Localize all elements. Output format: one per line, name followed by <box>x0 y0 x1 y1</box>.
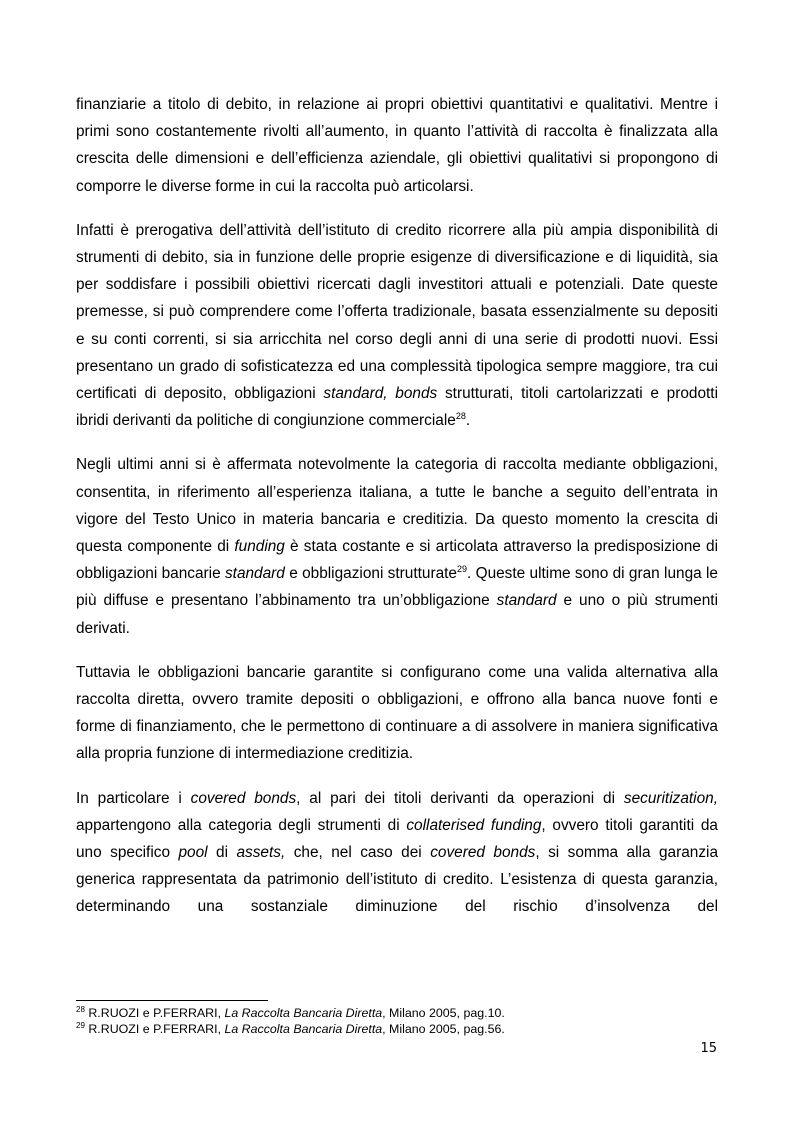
footnote-item <box>76 1021 718 1037</box>
page-number: 15 <box>700 1041 717 1056</box>
text-run: Negli ultimi anni si è affermata notevolmente la categoria di raccolta mediante obbligazioni, consentita, in riferimento all’esperienza italiana, a tutte le banche a seguito dell’entrata in vigore del Testo Unico in materia bancaria e creditizia. Da questo momento la crescita di questa componente di <box>76 456 718 556</box>
italic-term: standard <box>496 592 557 610</box>
text-run: . <box>465 412 471 430</box>
footnotes <box>76 1005 718 1037</box>
footnote-reference: 29 <box>456 564 467 575</box>
footnote-item <box>76 1005 718 1021</box>
text-run: . Queste ultime sono di gran lunga le più diffuse e presentano l’abbinamento tra un’obbligazione <box>76 565 718 610</box>
footnote-author: R.RUOZI e P.FERRARI, <box>88 1022 225 1036</box>
italic-term: covered bonds <box>190 789 297 807</box>
paragraph <box>76 451 718 641</box>
footnote-number: 29 <box>76 1020 85 1030</box>
text-run: Tuttavia le obbligazioni bancarie garantite si configurano come una valida alternativa alla raccolta diretta, ovvero tramite depositi o obbligazioni, e offrono alla banca nuove fonti e forme di finanziamento, che le permettono di continuare a di assolvere in maniera significativa alla propria funzione di intermediazione creditizia. <box>76 663 718 763</box>
italic-term: securitization, <box>623 789 718 807</box>
italic-term: standard, bonds <box>323 385 438 403</box>
italic-term: covered bonds <box>430 844 536 862</box>
footnote-separator <box>76 1000 268 1001</box>
text-run: è stata costante e si articolata attraverso la predisposizione di obbligazioni bancarie <box>76 538 718 583</box>
text-run: appartengono alla categoria degli strumenti di <box>76 816 407 834</box>
italic-term: funding <box>234 538 285 556</box>
paragraph <box>76 659 718 768</box>
italic-term: standard <box>224 565 285 583</box>
paragraph <box>76 785 718 921</box>
paragraph <box>76 91 718 200</box>
text-run: , ovvero titoli garantiti da uno specifico <box>76 816 718 862</box>
footnote-reference: 28 <box>455 411 466 422</box>
footnote-title: La Raccolta Bancaria Diretta <box>224 1022 383 1036</box>
body-text <box>76 91 718 938</box>
footnote-number: 28 <box>76 1004 85 1014</box>
footnote-title: La Raccolta Bancaria Diretta <box>224 1006 383 1020</box>
text-run: e obbligazioni strutturate <box>284 565 457 583</box>
text-run: In particolare i <box>76 789 191 807</box>
text-run: finanziarie a titolo di debito, in relazione ai propri obiettivi quantitativi e qualitativi. Mentre i primi sono costantemente rivolti all’aumento, in quanto l’attività di raccolta è finalizzata alla crescita delle dimensioni e dell’efficienza aziendale, gli obiettivi qualitativi si propongono di comporre le diverse forme in cui la raccolta può articolarsi. <box>76 96 718 195</box>
text-run: di <box>207 844 237 862</box>
text-run: , al pari dei titoli derivanti da operazioni di <box>296 789 624 807</box>
italic-term: pool <box>178 844 208 862</box>
footnote-details: , Milano 2005, pag.10. <box>382 1006 505 1020</box>
footnote-author: R.RUOZI e P.FERRARI, <box>88 1006 225 1020</box>
text-run: che, nel caso dei <box>285 844 431 862</box>
paragraph <box>76 217 718 435</box>
italic-term: assets, <box>236 844 286 862</box>
text-run: , si somma alla garanzia generica rappresentata da patrimonio dell’istituto di credito. L’esistenza di questa garanzia, determinando una sostanziale diminuzione del rischio d’insolvenza del <box>76 844 718 916</box>
footnote-details: , Milano 2005, pag.56. <box>382 1022 505 1036</box>
text-run: strutturati, titoli cartolarizzati e prodotti ibridi derivanti da politiche di congiunzione commerciale <box>76 385 718 430</box>
text-run: Infatti è prerogativa dell’attività dell’istituto di credito ricorrere alla più ampia disponibilità di strumenti di debito, sia in funzione delle proprie esigenze di diversificazione e di liquidità, sia per soddisfare i possibili obiettivi ricercati dagli investitori attuali e potenziali. Date queste premesse, si può comprendere come l’offerta tradizionale, basata essenzialmente su depositi e su conti correnti, si sia arricchita nel corso degli anni di una serie di prodotti nuovi. Essi presentano un grado di sofisticatezza ed una complessità tipologica sempre maggiore, tra cui certificati di deposito, obbligazioni <box>76 221 718 403</box>
italic-term: collaterised funding <box>406 816 542 834</box>
text-run: e uno o più strumenti derivati. <box>76 592 718 637</box>
